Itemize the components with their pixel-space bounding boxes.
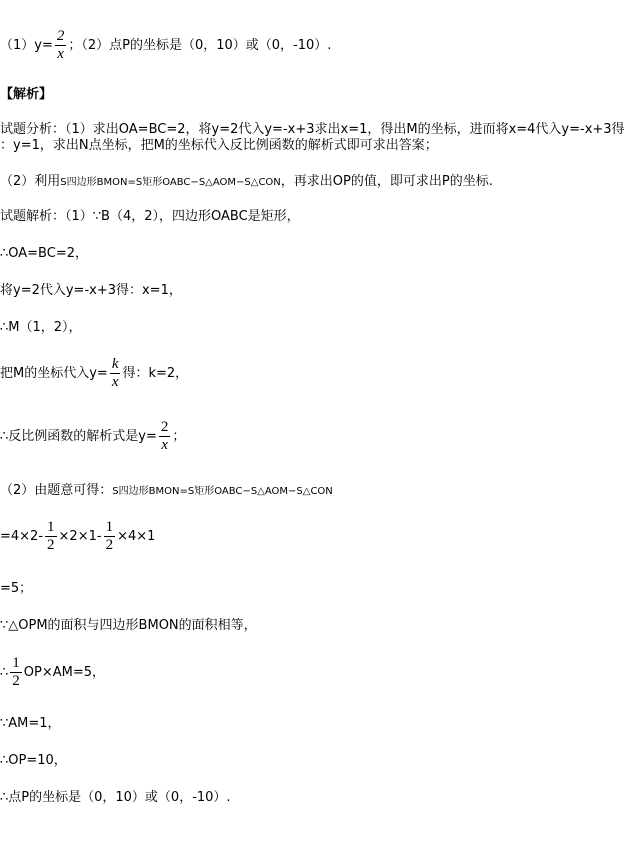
fraction-denominator: x <box>111 374 119 390</box>
calc-part-a: =4×2- <box>0 529 44 544</box>
solution-line5 <box>0 356 188 391</box>
solution-text1: （1）∵B（4，2），四边形OABC是矩形， <box>65 209 300 224</box>
brief-part2-suffix: ，再求出OP的值，即可求出P的坐标. <box>280 174 493 189</box>
solution-line14: ∴点P的坐标是（0，10）或（0，-10）. <box>0 790 231 805</box>
equals-sign: = <box>179 486 188 497</box>
solution-line5-prefix: 把M的坐标代入y= <box>0 366 108 381</box>
calc-part-b: ×2×1- <box>58 529 102 544</box>
brief-analysis-label: 试题分析： <box>0 122 66 137</box>
answer-line <box>0 28 331 63</box>
solution-line7 <box>0 483 333 500</box>
minus-sign: − <box>236 177 245 188</box>
fraction-numerator: 1 <box>105 519 114 535</box>
answer-part1-suffix: ；（2）点P的坐标是（0，10）或（0，-10）. <box>68 38 332 53</box>
solution-line6 <box>0 419 185 454</box>
minus-sign: − <box>288 486 297 497</box>
equals-sign: = <box>127 177 136 188</box>
solution-label: 试题解析： <box>0 209 66 224</box>
fraction-denominator: 2 <box>105 537 114 553</box>
area-oabc: S矩形OABC <box>187 486 243 497</box>
area-bmon: S四边形BMON <box>60 177 128 188</box>
brief-analysis-line3 <box>0 174 493 191</box>
brief-analysis-line2: ：y=1，求出N点坐标，把M的坐标代入反比例函数的解析式即可求出答案； <box>0 138 438 153</box>
solution-line11-prefix: ∴ <box>0 665 9 680</box>
solution-line12: ∵AM=1， <box>0 716 61 731</box>
analysis-header: 【解析】 <box>0 87 53 102</box>
fraction-numerator: k <box>111 356 119 372</box>
solution-line3: 将y=2代入y=-x+3得：x=1， <box>0 283 182 298</box>
fraction-one-half <box>10 655 22 690</box>
solution-line1 <box>0 209 300 225</box>
fraction-numerator: 2 <box>56 28 65 44</box>
solution-line8 <box>0 519 155 554</box>
solution-line11 <box>0 655 105 690</box>
minus-sign: − <box>242 486 251 497</box>
calc-part-c: ×4×1 <box>117 529 156 544</box>
area-aom: S△AOM <box>198 177 237 188</box>
minus-sign: − <box>190 177 199 188</box>
area-aom: S△AOM <box>250 486 289 497</box>
area-con: S△CON <box>244 177 281 188</box>
fraction-2-over-x <box>159 419 171 454</box>
solution-line9: =5； <box>0 581 33 596</box>
fraction-denominator: 2 <box>12 673 20 689</box>
area-oabc: S矩形OABC <box>135 177 191 188</box>
solution-line5-suffix: 得：k=2， <box>122 366 189 381</box>
solution-line6-prefix: ∴反比例函数的解析式是y= <box>0 429 157 444</box>
solution-line13: ∴OP=10， <box>0 753 67 768</box>
area-bmon: S四边形BMON <box>112 486 180 497</box>
answer-part1-prefix: （1）y= <box>0 38 53 53</box>
solution-line2: ∴OA=BC=2， <box>0 246 88 261</box>
brief-part2-prefix: （2）利用 <box>0 174 61 189</box>
fraction-denominator: x <box>161 437 168 453</box>
fraction-one-half <box>45 519 57 554</box>
solution-line7-prefix: （2）由题意可得： <box>0 483 113 498</box>
fraction-numerator: 2 <box>160 419 169 435</box>
solution-line11-suffix: OP×AM=5， <box>23 665 106 680</box>
solution-line4: ∴M（1，2）， <box>0 320 82 335</box>
fraction-denominator: 2 <box>47 537 55 553</box>
fraction-denominator: x <box>57 46 64 62</box>
fraction-one-half <box>104 519 116 554</box>
fraction-k-over-x <box>110 356 121 391</box>
brief-analysis-line1 <box>0 122 625 138</box>
brief-analysis-text1: （1）求出OA=BC=2，将y=2代入y=-x+3求出x=1，得出M的坐标，进而将x=4代入y=-x+3得 <box>65 122 625 137</box>
fraction-numerator: 1 <box>12 655 20 671</box>
fraction-numerator: 1 <box>47 519 55 535</box>
solution-line6-suffix: ； <box>172 429 186 444</box>
solution-line10: ∵△OPM的面积与四边形BMON的面积相等， <box>0 618 257 633</box>
answer-fraction <box>55 28 67 63</box>
area-con: S△CON <box>296 486 333 497</box>
